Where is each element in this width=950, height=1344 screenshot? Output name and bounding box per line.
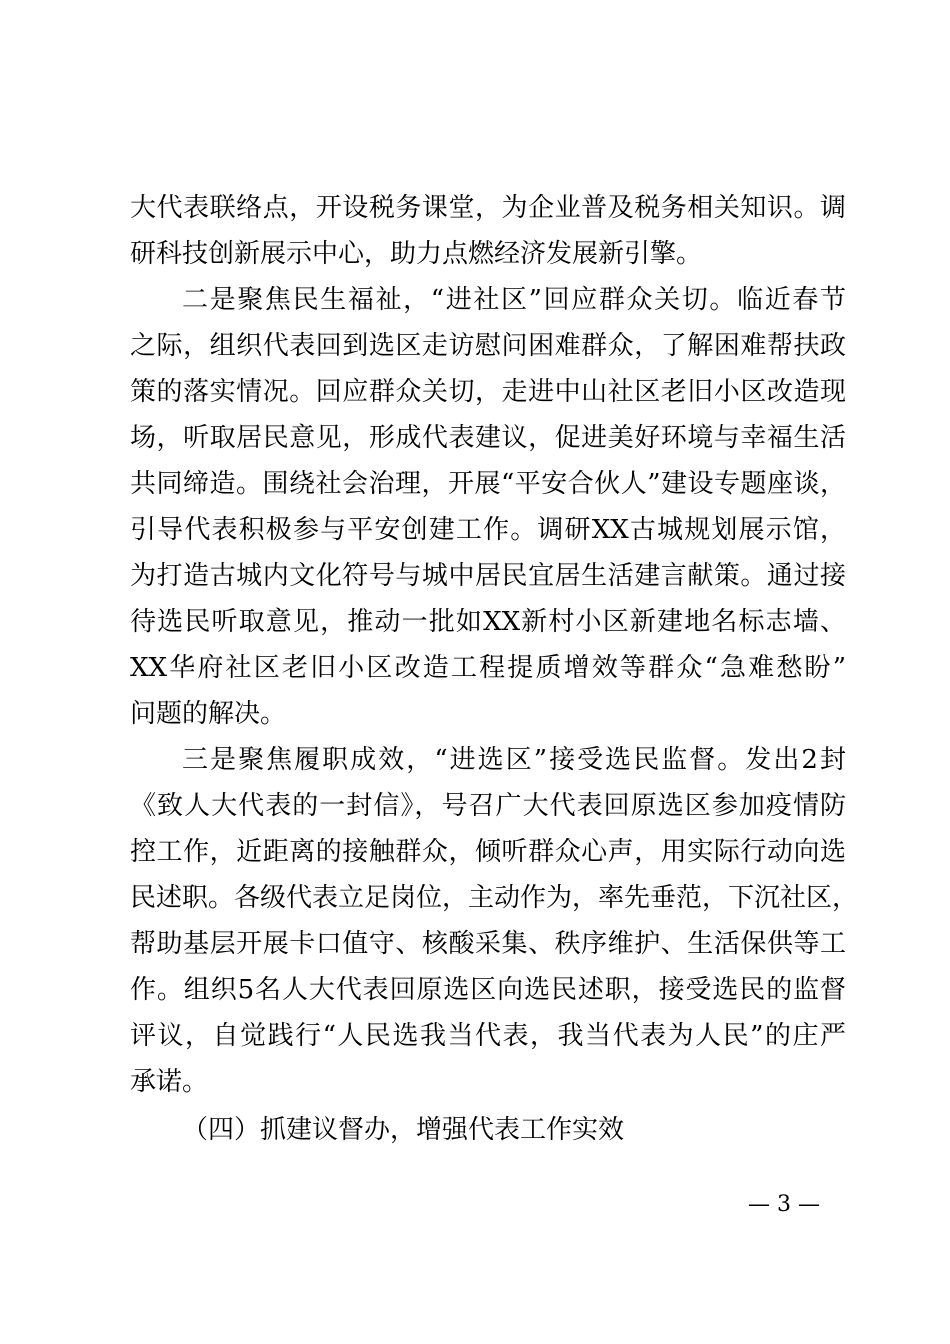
body-text-line: XX华府社区老旧小区改造工程提质增效等群众“急难愁盼” [130,653,846,683]
body-text-line: 研科技创新展示中心，助力点燃经济发展新引擎。 [130,239,703,269]
paragraph-start-line: 二是聚焦民生福祉，“进社区”回应群众关切。临近春节 [182,285,846,315]
body-text-line: 承诺。 [130,1067,209,1097]
body-text-line: 《致人大代表的一封信》，号召广大代表回原选区参加疫情防 [130,791,846,821]
body-text-line: 为打造古城内文化符号与城中居民宜居生活建言献策。通过接 [130,561,846,591]
body-text-line: 作。组织5名人大代表回原选区向选民述职，接受选民的监督 [130,975,846,1005]
body-text-line: 场，听取居民意见，形成代表建议，促进美好环境与幸福生活 [130,423,846,453]
paragraph-start-line: 三是聚焦履职成效，“进选区”接受选民监督。发出2封 [182,745,846,775]
body-text-line: 民述职。各级代表立足岗位，主动作为，率先垂范，下沉社区， [130,883,859,913]
body-text-line: 大代表联络点，开设税务课堂，为企业普及税务相关知识。调 [130,193,846,223]
body-text-line: 共同缔造。围绕社会治理，开展“平安合伙人”建设专题座谈， [130,469,846,499]
section-heading: （四）抓建议督办，增强代表工作实效 [182,1115,625,1145]
body-text-line: 之际，组织代表回到选区走访慰问困难群众，了解困难帮扶政 [130,331,846,361]
body-text-line: 问题的解决。 [130,699,287,729]
body-text-line: 评议，自觉践行“人民选我当代表，我当代表为人民”的庄严 [130,1021,846,1051]
body-text-line: 帮助基层开展卡口值守、核酸采集、秩序维护、生活保供等工 [130,929,846,959]
page-number: — 3 — [748,1192,820,1217]
body-text-line: 控工作，近距离的接触群众，倾听群众心声，用实际行动向选 [130,837,846,867]
body-text-line: 引导代表积极参与平安创建工作。调研XX古城规划展示馆， [130,515,846,545]
body-text-line: 待选民听取意见，推动一批如XX新村小区新建地名标志墙、 [130,607,846,637]
body-text-line: 策的落实情况。回应群众关切，走进中山社区老旧小区改造现 [130,377,846,407]
